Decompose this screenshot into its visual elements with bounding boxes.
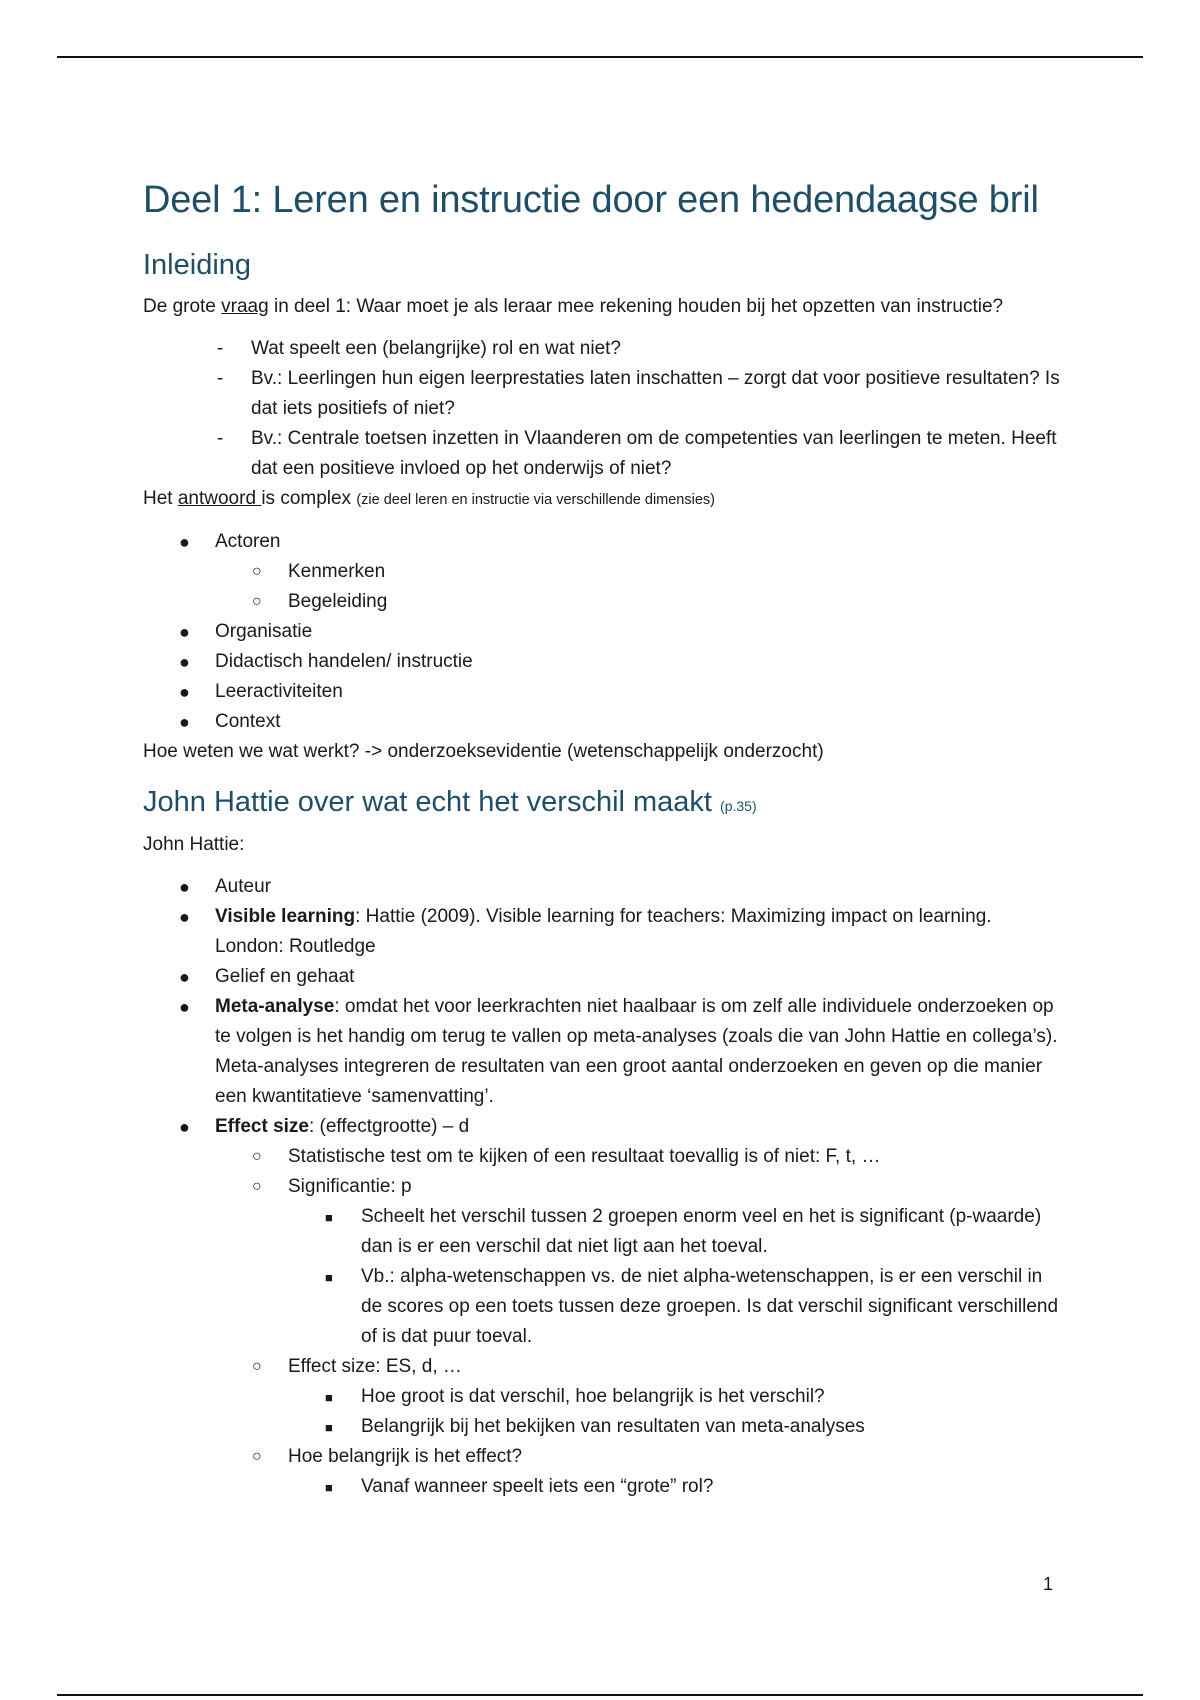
list-item: ○ Significantie: p — [252, 1176, 412, 1198]
list-item: ● Auteur — [179, 876, 271, 898]
list-item: ● Actoren — [179, 531, 281, 553]
list-item: ■ Vanaf wanneer speelt iets een “grote” rol? — [325, 1476, 714, 1498]
list-item: ● Meta-analyse: omdat het voor leerkrachten niet haalbaar is om zelf alle individuele onderzoeken op te volgen is het handig om terug te vallen op meta-analyses (zoals die van John Hattie en collega’s). Meta-analyses integreren de resultaten van een groot aantal onderzoeken en geven op die manier een kwantitatieve ‘samenvatting’. — [179, 996, 1058, 1108]
list-item: ○ Begeleiding — [252, 591, 388, 613]
list-item: ■ Belangrijk bij het bekijken van resultaten van meta-analyses — [325, 1416, 865, 1438]
list-item: ■ Scheelt het verschil tussen 2 groepen enorm veel en het is significant (p-waarde) dan is er een verschil dat niet ligt aan het toeval. — [325, 1206, 1042, 1258]
list-item: ○ Hoe belangrijk is het effect? — [252, 1446, 523, 1468]
question-paragraph: De grote vraag in deel 1: Waar moet je als leraar mee rekening houden bij het opzetten van instructie? — [143, 296, 1004, 318]
page-reference: (p.35) — [720, 798, 757, 815]
list-item: ● Context — [179, 711, 281, 733]
list-item: ■ Vb.: alpha-wetenschappen vs. de niet alpha-wetenschappen, is er een verschil in de scores op een toets tussen deze groepen. Is dat verschil significant verschillend of is dat puur toeval. — [325, 1266, 1059, 1348]
list-item: ● Leeractiviteiten — [179, 681, 343, 703]
list-item: ● Visible learning: Hattie (2009). Visible learning for teachers: Maximizing impact on learning. London: Routledge — [179, 906, 992, 958]
section-heading-inleiding: Inleiding — [143, 248, 252, 281]
dimensions-list — [143, 527, 1063, 737]
hattie-intro: John Hattie: — [143, 834, 245, 856]
list-item: ○ Statistische test om te kijken of een resultaat toevallig is of niet: F, t, … — [252, 1146, 881, 1168]
page-number: 1 — [1043, 1574, 1054, 1594]
hattie-list — [143, 872, 1063, 1502]
list-item: - Bv.: Leerlingen hun eigen leerprestaties laten inschatten – zorgt dat voor positieve resultaten? Is dat iets positiefs of niet? — [217, 368, 1060, 420]
list-item: - Bv.: Centrale toetsen inzetten in Vlaanderen om de competenties van leerlingen te meten. Heeft dat een positieve invloed op het onderwijs of niet? — [217, 428, 1057, 480]
list-item: ○ Kenmerken — [252, 561, 386, 583]
top-rule — [57, 56, 1143, 58]
list-item: - Wat speelt een (belangrijke) rol en wat niet? — [217, 338, 621, 360]
list-item: ● Gelief en gehaat — [179, 966, 355, 988]
list-item: ● Organisatie — [179, 621, 313, 643]
answer-paragraph: Het antwoord is complex (zie deel leren en instructie via verschillende dimensies) — [143, 488, 715, 510]
section-heading-hattie: John Hattie over wat echt het verschil maakt (p.35) — [143, 786, 757, 819]
document-page — [143, 178, 1063, 1502]
list-item: ■ Hoe groot is dat verschil, hoe belangrijk is het verschil? — [325, 1386, 825, 1408]
list-item: ● Effect size: (effectgrootte) – d — [179, 1116, 470, 1138]
bottom-rule — [57, 1694, 1143, 1696]
list-item: ● Didactisch handelen/ instructie — [179, 651, 473, 673]
list-item: ○ Effect size: ES, d, … — [252, 1356, 462, 1378]
page-title: Deel 1: Leren en instructie door een hedendaagse bril — [143, 179, 1039, 221]
evidence-paragraph: Hoe weten we wat werkt? -> onderzoeksevidentie (wetenschappelijk onderzocht) — [143, 741, 824, 763]
dash-list — [143, 334, 1063, 484]
